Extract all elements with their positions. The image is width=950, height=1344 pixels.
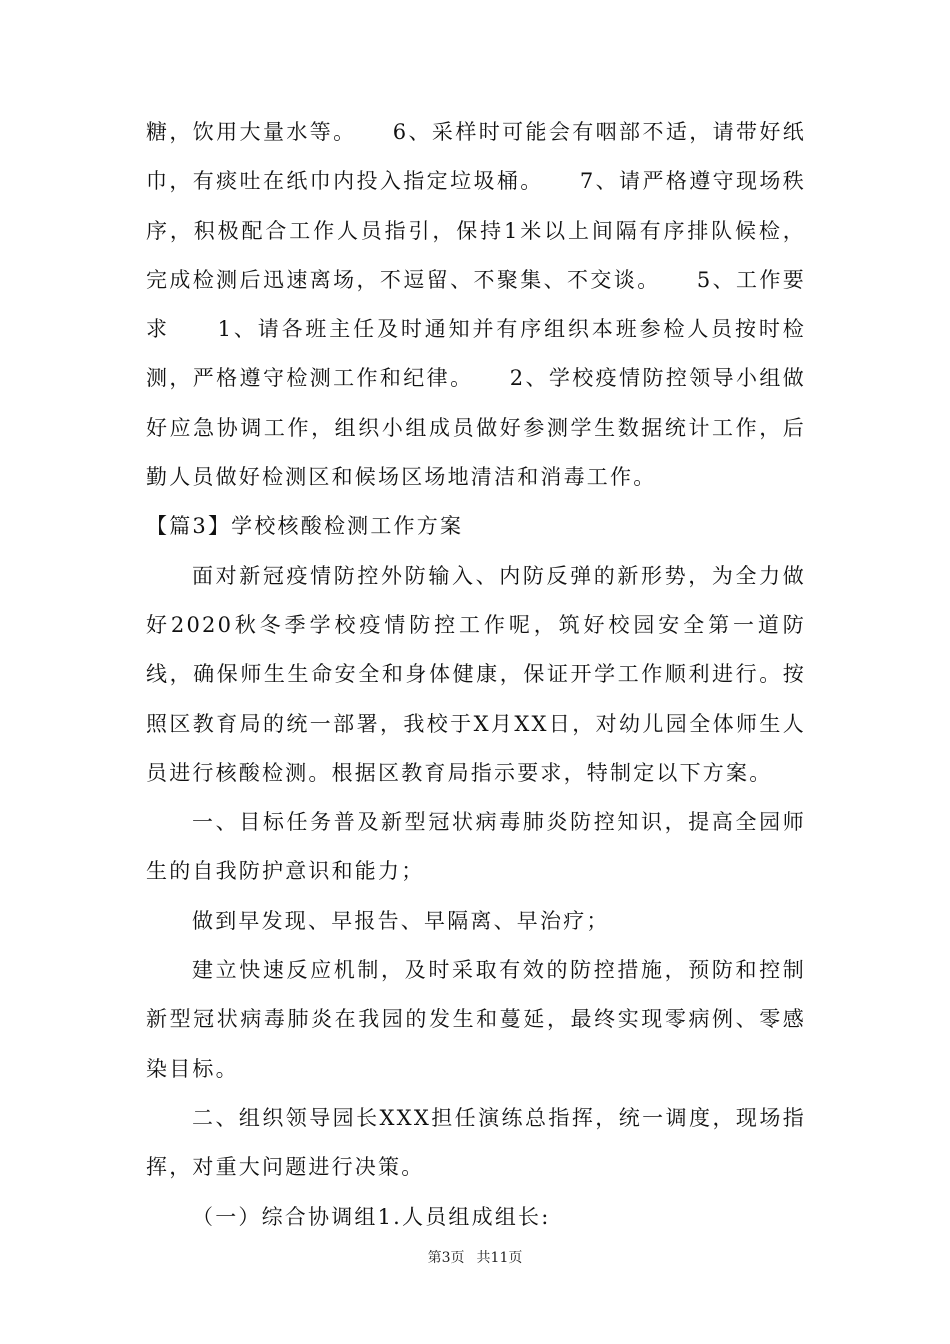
paragraph-coordination-group: （一）综合协调组1.人员组成组长: xyxy=(192,1204,551,1229)
paragraph-goals: 一、目标任务普及新型冠状病毒肺炎防控知识，提高全园师生的自我防护意识和能力； xyxy=(146,810,806,884)
section-heading: 【篇3】学校核酸检测工作方案 xyxy=(146,514,464,539)
page-total: 共11页 xyxy=(476,1250,523,1266)
paragraph-response-mechanism: 建立快速反应机制，及时采取有效的防控措施，预防和控制新型冠状病毒肺炎在我园的发生和蔓延，最终实现零病例、零感染目标。 xyxy=(146,958,806,1081)
paragraph-early-detection: 做到早发现、早报告、早隔离、早治疗； xyxy=(192,908,610,933)
paragraph-leadership: 二、组织领导园长XXX担任演练总指挥，统一调度，现场指挥，对重大问题进行决策。 xyxy=(146,1105,806,1180)
page-footer xyxy=(0,1247,950,1267)
paragraph-introduction: 面对新冠疫情防控外防输入、内防反弹的新形势，为全力做好2020秋冬季学校疫情防控工作呢，筑好校园安全第一道防线，确保师生生命安全和身体健康，保证开学工作顺利进行。按照区教育局的统一部署，我校于X月XX日，对幼儿园全体师生人员进行核酸检测。根据区教育局指示要求，特制定以下方案。 xyxy=(146,563,806,785)
paragraph-safety-notes: 糖，饮用大量水等。 6、采样时可能会有咽部不适，请带好纸巾，有痰吐在纸巾内投入指定垃圾桶。 7、请严格遵守现场秩序，积极配合工作人员指引，保持1米以上间隔有序排队候检，完成检测后迅速离场，不逗留、不聚集、不交谈。 5、工作要求 1、请各班主任及时通知并有序组织本班参检人员按时检测，严格遵守检测工作和纪律。 2、学校疫情防控领导小组做好应急协调工作，组织小组成员做好参测学生数据统计工作，后勤人员做好检测区和候场区场地清洁和消毒工作。 xyxy=(146,120,806,490)
document-body xyxy=(146,108,806,1242)
page-number: 第3页 xyxy=(427,1250,465,1266)
